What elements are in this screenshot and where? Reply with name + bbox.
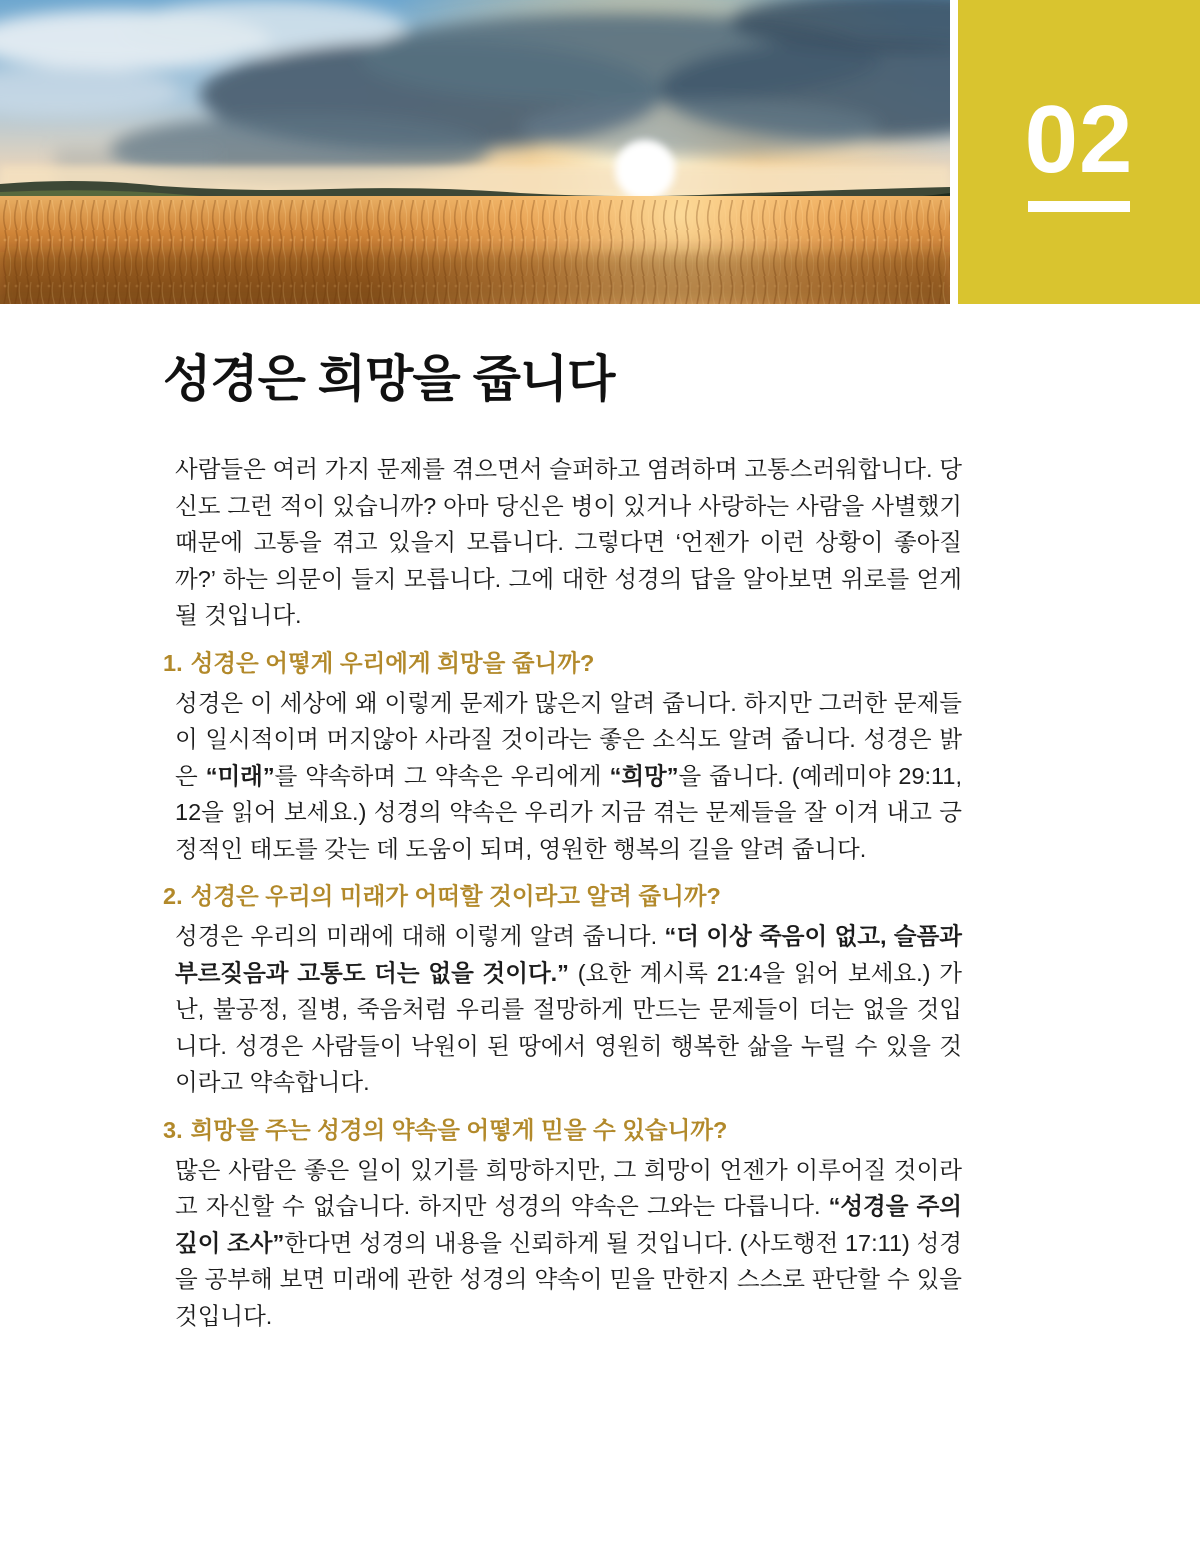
- answer-paragraph-2: 성경은 우리의 미래에 대해 이렇게 알려 줍니다. “더 이상 죽음이 없고, 슬픔과 부르짖음과 고통도 더는 없을 것이다.” (요한 계시록 21:4을 읽어 보세요.) 가난, 불공정, 질병, 죽음처럼 우리를 절망하게 만드는 문제들이 더는 없을 것입니다. 성경은 사람들이 낙원이 된 땅에서 영원히 행복한 삶을 누릴 수 있을 것이라고 약속합니다.: [175, 923, 962, 1095]
- wheat-field-sunset-photo: [0, 0, 950, 304]
- question-2-heading: [163, 881, 1200, 911]
- lesson-number-underline: [1028, 201, 1130, 212]
- question-2-number: 2.: [163, 883, 183, 909]
- question-1-number: 1.: [163, 649, 183, 676]
- lesson-content: [0, 304, 1200, 1334]
- question-3-heading: [163, 1115, 1200, 1145]
- lesson-number-badge: [958, 0, 1200, 304]
- section-question-3: [0, 1115, 1200, 1335]
- intro-paragraph: 사람들은 여러 가지 문제를 겪으면서 슬퍼하고 염려하며 고통스러워합니다. 당신도 그런 적이 있습니까? 아마 당신은 병이 있거나 사랑하는 사람을 사별했기 때문에 고통을 겪고 있을지 모릅니다. 그렇다면 ‘언젠가 이런 상황이 좋아질까?’ 하는 의문이 들지 모릅니다. 그에 대한 성경의 답을 알아보면 위로를 얻게 될 것입니다.: [175, 456, 962, 628]
- section-question-1: [0, 648, 1200, 868]
- question-1-heading: [163, 648, 1200, 678]
- page-title: 성경은 희망을 줍니다: [163, 351, 615, 407]
- section-question-2: [0, 881, 1200, 1101]
- question-3-number: 3.: [163, 1116, 183, 1143]
- answer-paragraph-3: 많은 사람은 좋은 일이 있기를 희망하지만, 그 희망이 언젠가 이루어질 것이라고 자신할 수 없습니다. 하지만 성경의 약속은 그와는 다릅니다. “성경을 주의 깊이 조사”한다면 성경의 내용을 신뢰하게 될 것입니다. (사도행전 17:11) 성경을 공부해 보면 미래에 관한 성경의 약속이 믿을 만한지 스스로 판단할 수 있을 것입니다.: [175, 1156, 962, 1329]
- question-3-text: 희망을 주는 성경의 약속을 어떻게 믿을 수 있습니까?: [190, 1116, 728, 1143]
- answer-paragraph-1: 성경은 이 세상에 왜 이렇게 문제가 많은지 알려 줍니다. 하지만 그러한 문제들이 일시적이며 머지않아 사라질 것이라는 좋은 소식도 알려 줍니다. 성경은 밝은 “미래”를 약속하며 그 약속은 우리에게 “희망”을 줍니다. (예레미야 29:11, 12을 읽어 보세요.) 성경의 약속은 우리가 지금 겪는 문제들을 잘 이겨 내고 긍정적인 태도를 갖는 데 도움이 되며, 영원한 행복의 길을 알려 줍니다.: [175, 689, 962, 862]
- lesson-number: 02: [1024, 86, 1134, 193]
- question-2-text: 성경은 우리의 미래가 어떠할 것이라고 알려 줍니까?: [190, 883, 721, 909]
- question-1-text: 성경은 어떻게 우리에게 희망을 줍니까?: [190, 649, 595, 676]
